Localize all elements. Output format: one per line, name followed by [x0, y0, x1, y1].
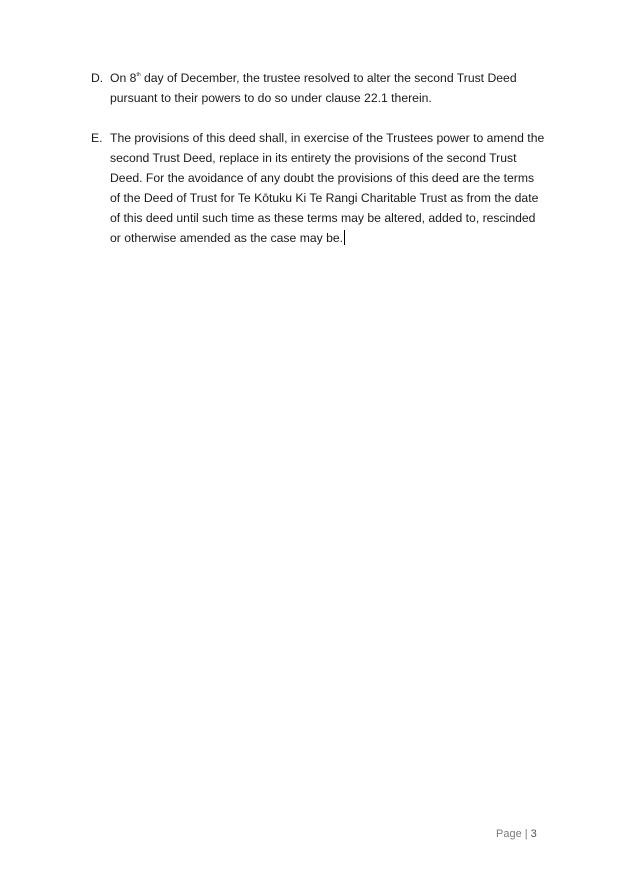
clause-line: pursuant to their powers to do so under clause 22.1 therein. — [110, 91, 432, 105]
page-footer — [496, 828, 537, 840]
clause-body[interactable] — [110, 68, 561, 108]
ordinal-suffix: th — [136, 72, 141, 78]
clause-letter: D. — [91, 71, 104, 85]
clause-line: or otherwise amended as the case may be. — [110, 231, 344, 245]
clause-line: On 8th day of December, the trustee resolved to alter the second Trust Deed — [110, 71, 517, 85]
clause-line: The provisions of this deed shall, in exercise of the Trustees power to amend the — [110, 131, 545, 145]
clause-letter: E. — [91, 131, 103, 145]
clause-line: of the Deed of Trust for Te Kōtuku Ki Te Rangi Charitable Trust as from the date — [110, 191, 539, 205]
clause-line: Deed. For the avoidance of any doubt the provisions of this deed are the terms — [110, 171, 535, 185]
clause-d — [91, 68, 561, 108]
clause-e — [91, 128, 561, 248]
text-cursor — [344, 230, 345, 245]
page-label: Page | — [496, 828, 531, 840]
clause-body[interactable] — [110, 128, 561, 248]
clause-line: second Trust Deed, replace in its entirety the provisions of the second Trust — [110, 151, 517, 165]
clause-line: of this deed until such time as these terms may be altered, added to, rescinded — [110, 211, 536, 225]
page-number: 3 — [530, 828, 537, 840]
